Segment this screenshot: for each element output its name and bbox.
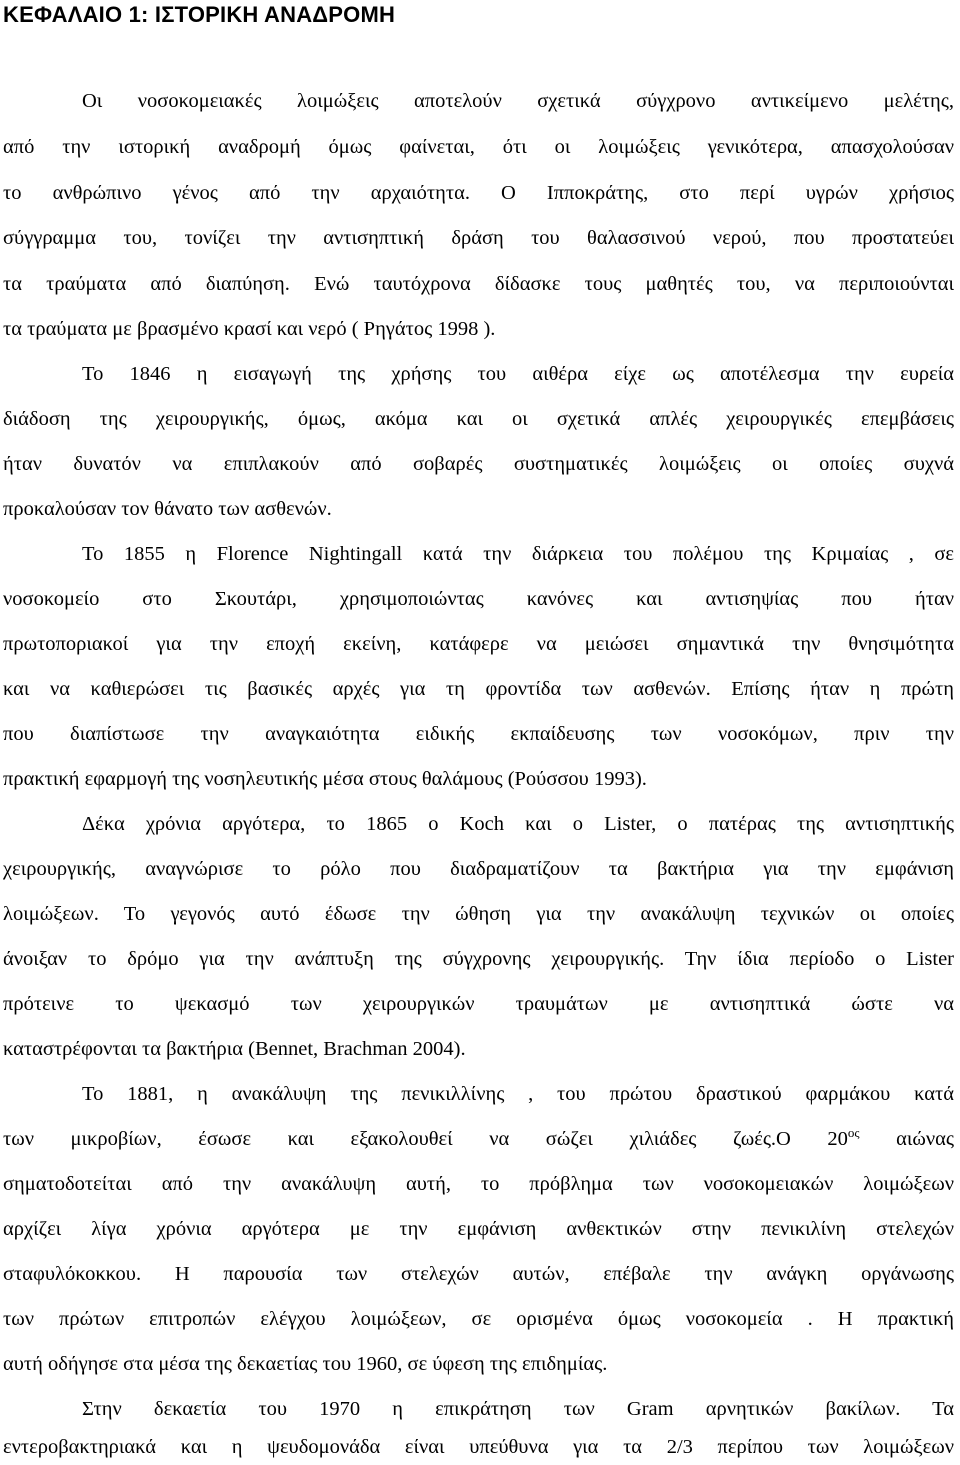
paragraph-line: αρχίζει λίγα χρόνια αργότερα με την εμφάνιση ανθεκτικών στην πενικιλίνη στελεχών — [3, 1218, 954, 1240]
paragraph-line: σηματοδοτείται από την ανακάλυψη αυτή, το πρόβλημα των νοσοκομειακών λοιμώξεων — [3, 1173, 954, 1195]
paragraph-line: ήταν δυνατόν να επιπλακούν από σοβαρές συστηματικές λοιμώξεις οι οποίες συχνά — [3, 453, 954, 475]
paragraph-line: πρωτοποριακοί για την εποχή εκείνη, κατάφερε να μειώσει σημαντικά την θνησιμότητα — [3, 633, 954, 655]
paragraph-line: καταστρέφονται τα βακτήρια (Bennet, Brachman 2004). — [3, 1038, 466, 1060]
paragraph-line: διάδοση της χειρουργικής, όμως, ακόμα και οι σχετικά απλές χειρουργικές επεμβάσεις — [3, 408, 954, 430]
paragraph-line: Το 1881, η ανακάλυψη της πενικιλλίνης , του πρώτου δραστικού φαρμάκου κατά — [82, 1083, 954, 1105]
paragraph-line: χειρουργικής, αναγνώρισε το ρόλο που διαδραματίζουν τα βακτήρια για την εμφάνιση — [3, 858, 954, 880]
line-tail: αιώνας — [896, 1128, 955, 1150]
paragraph-line: αυτή οδήγησε στα μέσα της δεκαετίας του 1960, σε ύφεση της επιδημίας. — [3, 1353, 608, 1375]
paragraph-line: Στην δεκαετία του 1970 η επικράτηση των Gram αρνητικών βακίλων. Τα — [82, 1398, 954, 1420]
paragraph-line-with-superscript — [3, 1126, 954, 1152]
paragraph-line: εντεροβακτηριακά και η ψευδομονάδα είναι υπεύθυνα για τα 2/3 περίπου των λοιμώξεων — [3, 1436, 954, 1458]
paragraph-line: πρότεινε το ψεκασμό των χειρουργικών τραυμάτων με αντισηπτικά ώστε να — [3, 993, 954, 1015]
paragraph-line: Δέκα χρόνια αργότερα, το 1865 ο Koch και ο Lister, ο πατέρας της αντισηπτικής — [82, 813, 954, 835]
paragraph-line: άνοιξαν το δρόμο για την ανάπτυξη της σύγχρονης χειρουργικής. Την ίδια περίοδο ο Lister — [3, 948, 954, 970]
paragraph-line: Το 1846 η εισαγωγή της χρήσης του αιθέρα είχε ως αποτέλεσμα την ευρεία — [82, 363, 954, 385]
paragraph-line: των πρώτων επιτροπών ελέγχου λοιμώξεων, σε ορισμένα όμως νοσοκομεία . Η πρακτική — [3, 1308, 954, 1330]
paragraph-line: Το 1855 η Florence Nightingall κατά την διάρκεια του πολέμου της Κριμαίας , σε — [82, 543, 954, 565]
chapter-heading: ΚΕΦΑΛΑΙΟ 1: ΙΣΤΟΡΙΚΗ ΑΝΑΔΡΟΜΗ — [3, 2, 396, 27]
paragraph-line: το ανθρώπινο γένος από την αρχαιότητα. Ο Ιπποκράτης, στο περί υγρών χρήσιος — [3, 182, 954, 204]
paragraph-line: πρακτική εφαρμογή της νοσηλευτικής μέσα στους θαλάμους (Ρούσσου 1993). — [3, 768, 647, 790]
line-text: των μικροβίων, έσωσε και εξακολουθεί να σώζει χιλιάδες ζωές.Ο 20 — [3, 1128, 848, 1150]
paragraph-line: και να καθιερώσει τις βασικές αρχές για τη φροντίδα των ασθενών. Επίσης ήταν η πρώτη — [3, 678, 954, 700]
paragraph-line: νοσοκομείο στο Σκουτάρι, χρησιμοποιώντας κανόνες και αντισηψίας που ήταν — [3, 588, 954, 610]
paragraph-line: τα τραύματα με βρασμένο κρασί και νερό ( Ρηγάτος 1998 ). — [3, 318, 496, 340]
paragraph-line: λοιμώξεων. Το γεγονός αυτό έδωσε την ώθηση για την ανακάλυψη τεχνικών οι οποίες — [3, 903, 954, 925]
superscript: ος — [847, 1125, 860, 1140]
paragraph-line: τα τραύματα από διαπύηση. Ενώ ταυτόχρονα δίδασκε τους μαθητές του, να περιποιούνται — [3, 273, 954, 295]
paragraph-line: που διαπίστωσε την αναγκαιότητα ειδικής εκπαίδευσης των νοσοκόμων, πριν την — [3, 723, 954, 745]
paragraph-line: σύγγραμμα του, τονίζει την αντισηπτική δράση του θαλασσινού νερού, που προστατεύει — [3, 227, 954, 249]
paragraph-line: προκαλούσαν τον θάνατο των ασθενών. — [3, 498, 332, 520]
paragraph-line: σταφυλόκοκκου. Η παρουσία των στελεχών αυτών, επέβαλε την ανάγκη οργάνωσης — [3, 1263, 954, 1285]
paragraph-line: Οι νοσοκομειακές λοιμώξεις αποτελούν σχετικά σύγχρονο αντικείμενο μελέτης, — [82, 90, 954, 112]
paragraph-line: από την ιστορική αναδρομή όμως φαίνεται, ότι οι λοιμώξεις γενικότερα, απασχολούσαν — [3, 136, 954, 158]
